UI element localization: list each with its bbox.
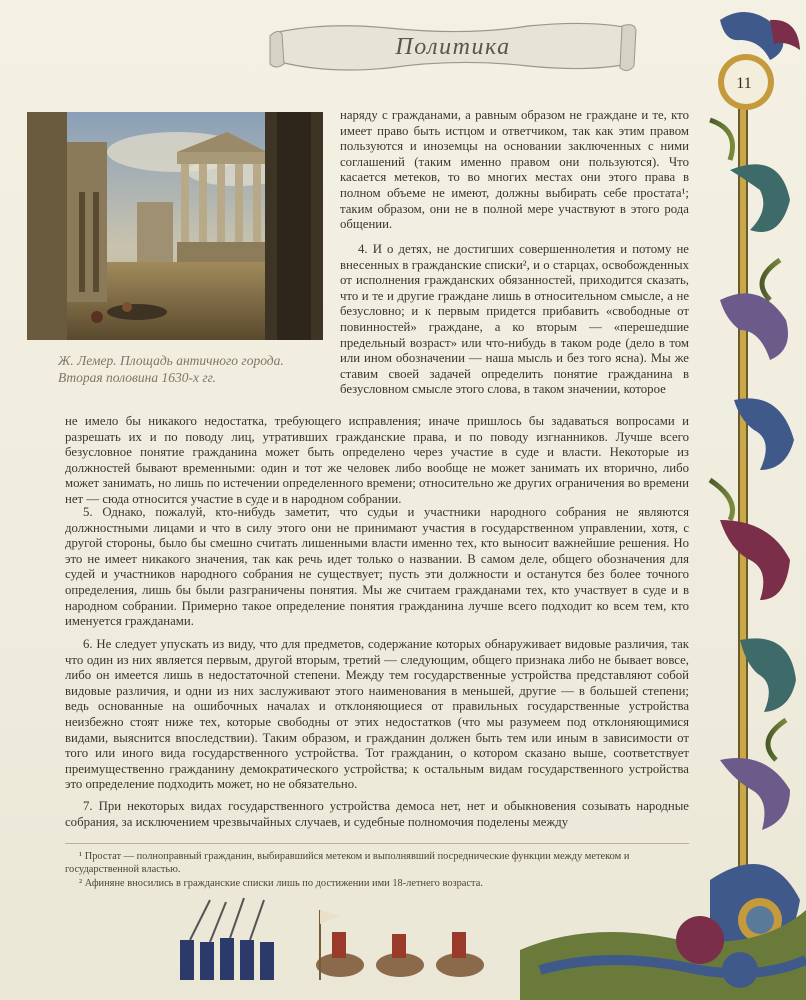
ornamental-border-bottom xyxy=(140,880,806,1000)
caption-line-1: Ж. Лемер. Площадь античного города. xyxy=(58,353,284,368)
painting-caption xyxy=(58,352,308,386)
paragraph-1 xyxy=(340,108,689,233)
ornamental-border-right xyxy=(690,0,806,1000)
paragraph-5-text: 7. При некоторых видах государственного устройства демоса нет, нет и обыкновения созывать народные собрания, за исключением чрезвычайных случаев, и судебные полномочия поделены между xyxy=(65,799,689,829)
paragraph-4-text: 6. Не следует упускать из виду, что для предметов, содержание которых обнаруживает видовые различия, так что один из них является первым, другой вторым, третий — следующим, общего признака либо не бывает вовсе, либо он имеется лишь в недостаточной степени. Между тем государственные устройства представляют собой видовые различия, и одни из них заслуживают этого наименования в меньшей, другие — в большей степени; ведь основанные на ошибочных началах и отклоняющиеся от правильных государственные устройства неизбежно стоят ниже тех, которые свободны от этих недостатков (что мы разумеем под отклоняющимися видами, выяснится впоследствии). Таким образом, и гражданин должен быть тем или иным в зависимости от того или иного вида государственного устройства. Тот гражданин, о котором сказано выше, соответствует преимущественно гражданину демократического устройства; к остальным видам государственного устройства это определение подходить может, но не обязательно. xyxy=(65,637,689,792)
paragraph-2-full-text: не имело бы никакого недостатка, требующего исправления; иначе пришлось бы задаваться вопросами и разрешать их и по поводу лиц, утративших гражданские права, и по поводу изгнанников. Лучше всего безусловное понятие гражданина может быть определено через участие в суде и власти. Некоторые из должностей бывают временными: один и тот же человек либо вообще не может занимать их вторично, либо может занимать, но лишь по истечении определенного времени; относительно же других ограничения во времени нет — сюда относится участие в суде и в народном собрании. xyxy=(65,414,689,506)
paragraph-2-full xyxy=(65,414,689,508)
page-header-title: Политика xyxy=(395,34,511,60)
paragraph-3 xyxy=(65,505,689,630)
page-number: 11 xyxy=(736,75,752,92)
paragraph-2-column-text: 4. И о детях, не достигших совершеннолетия и потому не внесенных в гражданские списки², и о старцах, освобожденных от исполнения гражданских обязанностей, приходится сказать, что и те и другие граждане лишь в относительном смысле, а не безусловно; и к первым придется прибавить «свободные от повинностей» граждане, а ко вторым — «перешедшие предельный возраст» или что-нибудь в таком роде (дело в том или ином обозначении — наша мысль и без того ясна). Мы же ставим своей задачей определить понятие гражданина в безусловном смысле этого слова, в таком значении, которое xyxy=(340,242,689,397)
paragraph-2-column xyxy=(340,242,689,398)
caption-line-2: Вторая половина 1630-х гг. xyxy=(58,370,217,385)
painting-antique-city-square xyxy=(27,112,323,340)
header-banner xyxy=(268,18,638,78)
footnote-1: ¹ Простат — полноправный гражданин, выбиравшийся метеком и выполнявший посреднические функции между метеком и государственной властью. xyxy=(65,851,630,875)
paragraph-5 xyxy=(65,799,689,830)
paragraph-3-text: 5. Однако, пожалуй, кто-нибудь заметит, что судьи и участники народного собрания не являются должностными лицами и что в силу этого они не принимают участия в государственном управлении, хотя, с другой стороны, было бы смешно считать лишенными власти именно тех, кто выносит важнейшие решения. Но это не имеет никакого значения, так как речь идет только о названии. В самом деле, общего обозначения для судей и участников народного собрания не существует; пусть эти должности и останутся без более точного определения, лишь бы были разграничены понятия. Мы же считаем гражданами тех, кто участвует в суде и в народном собрании. Примерно такое определение понятия гражданина лучше всего подходит ко всем тем, кто именуется гражданами. xyxy=(65,505,689,629)
footnote-2: ² Афиняне вносились в гражданские списки лишь по достижении ими 18-летнего возраста. xyxy=(79,878,483,889)
paragraph-4 xyxy=(65,637,689,793)
paragraph-1-text: наряду с гражданами, а равным образом не граждане и те, кто имеет право быть истцом и ответчиком, так как этим правом пользуются и иноземцы на основании заключенных с ними соглашений (таким именно правом они пользуются). Что касается метеков, то во многих местах они этого права в полном объеме не имеют, должны выбирать себе простата¹; таким образом, они не в полной мере участвуют в этого рода общении. xyxy=(340,108,689,232)
footnotes xyxy=(65,843,689,891)
